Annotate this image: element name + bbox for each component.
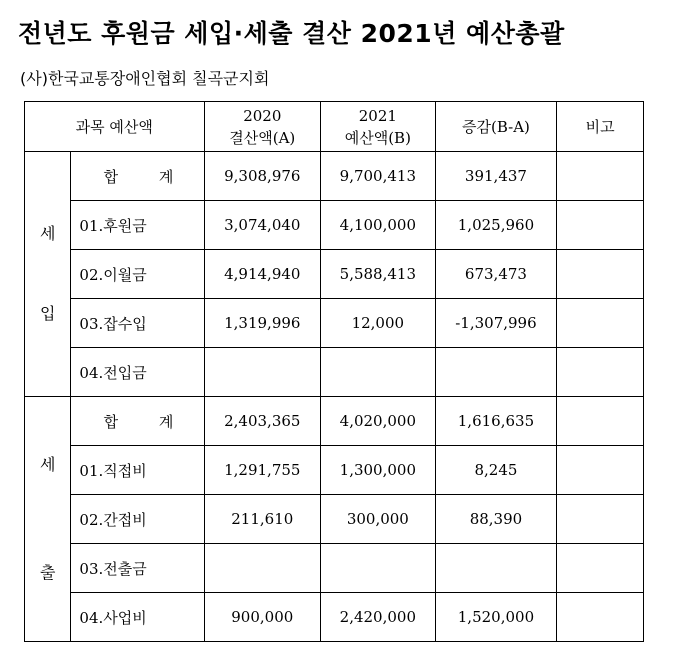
value-2021: 1,300,000 [321, 446, 436, 495]
expense-total-diff: 1,616,635 [435, 397, 557, 446]
income-section-top: 세 [39, 224, 56, 243]
value-2021: 5,588,413 [321, 250, 436, 299]
value-diff: 1,025,960 [435, 201, 557, 250]
header-note: 비고 [557, 102, 644, 152]
value-2020: 3,074,040 [204, 201, 321, 250]
table-row [25, 201, 644, 250]
value-2020 [204, 348, 321, 397]
income-total-label: 합 계 [71, 152, 204, 201]
value-diff [435, 348, 557, 397]
value-2021 [321, 348, 436, 397]
value-note [557, 201, 644, 250]
value-note [557, 593, 644, 642]
table-row [25, 348, 644, 397]
value-note [557, 250, 644, 299]
table-header-row [25, 102, 644, 152]
value-diff: -1,307,996 [435, 299, 557, 348]
value-note [557, 348, 644, 397]
value-diff [435, 544, 557, 593]
table-row [25, 593, 644, 642]
item-label: 01.후원금 [71, 201, 204, 250]
item-label: 03.전출금 [71, 544, 204, 593]
value-2021: 300,000 [321, 495, 436, 544]
income-total-2020: 9,308,976 [204, 152, 321, 201]
table-row [25, 544, 644, 593]
value-diff: 88,390 [435, 495, 557, 544]
header-category: 과목 예산액 [25, 102, 205, 152]
table-row [25, 299, 644, 348]
expense-section-label [25, 397, 71, 642]
item-label: 04.사업비 [71, 593, 204, 642]
value-2020: 211,610 [204, 495, 321, 544]
income-section-bottom: 입 [39, 304, 56, 323]
value-2020: 900,000 [204, 593, 321, 642]
item-label: 02.이월금 [71, 250, 204, 299]
value-note [557, 495, 644, 544]
table-row [25, 495, 644, 544]
page-title: 전년도 후원금 세입·세출 결산 2021년 예산총괄 [18, 19, 565, 48]
value-2020 [204, 544, 321, 593]
header-2020-year: 2020 [243, 106, 282, 125]
expense-section-bottom: 출 [39, 563, 56, 582]
value-diff: 1,520,000 [435, 593, 557, 642]
value-note [557, 446, 644, 495]
header-difference: 증감(B-A) [435, 102, 557, 152]
expense-total-2020: 2,403,365 [204, 397, 321, 446]
item-label: 04.전입금 [71, 348, 204, 397]
expense-total-2021: 4,020,000 [321, 397, 436, 446]
item-label: 03.잡수입 [71, 299, 204, 348]
income-total-note [557, 152, 644, 201]
header-2020-label: 결산액(A) [229, 128, 296, 147]
value-2020: 1,319,996 [204, 299, 321, 348]
organization-name: (사)한국교통장애인협회 칠곡군지회 [20, 69, 270, 88]
value-diff: 8,245 [435, 446, 557, 495]
header-2021-year: 2021 [358, 106, 397, 125]
header-2021-budget [321, 102, 436, 152]
table-row [25, 397, 644, 446]
expense-total-note [557, 397, 644, 446]
item-label: 02.간접비 [71, 495, 204, 544]
table-row [25, 446, 644, 495]
value-note [557, 544, 644, 593]
header-2021-label: 예산액(B) [344, 128, 411, 147]
income-total-diff: 391,437 [435, 152, 557, 201]
value-note [557, 299, 644, 348]
table-row [25, 152, 644, 201]
header-2020-actual [204, 102, 321, 152]
table-row [25, 250, 644, 299]
value-diff: 673,473 [435, 250, 557, 299]
value-2021: 2,420,000 [321, 593, 436, 642]
expense-section-top: 세 [39, 455, 56, 474]
value-2020: 1,291,755 [204, 446, 321, 495]
value-2021: 12,000 [321, 299, 436, 348]
value-2021 [321, 544, 436, 593]
expense-total-label: 합 계 [71, 397, 204, 446]
budget-table [24, 101, 644, 642]
value-2020: 4,914,940 [204, 250, 321, 299]
value-2021: 4,100,000 [321, 201, 436, 250]
income-section-label [25, 152, 71, 397]
income-total-2021: 9,700,413 [321, 152, 436, 201]
item-label: 01.직접비 [71, 446, 204, 495]
